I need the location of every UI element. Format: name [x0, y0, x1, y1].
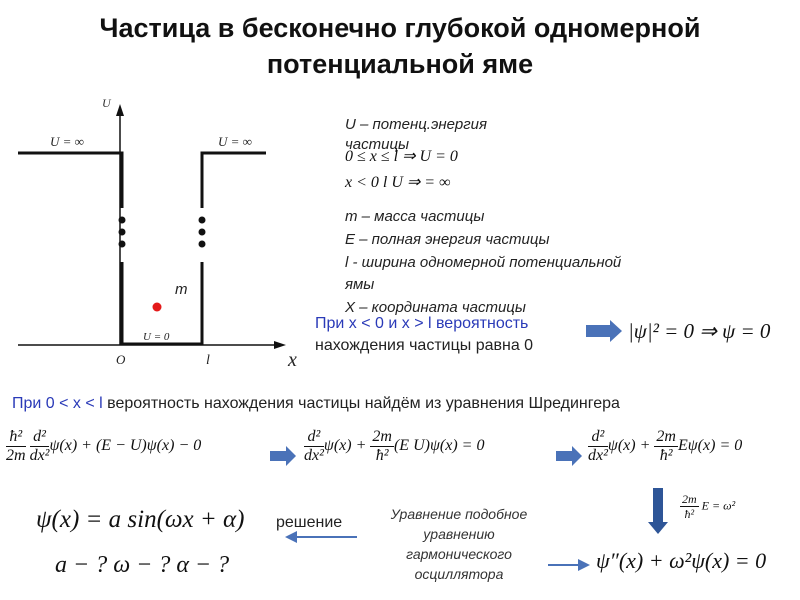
ellipsis-dot — [199, 241, 206, 248]
schrodinger-equation-rearranged — [304, 428, 484, 465]
unknowns-equation: a − ? ω − ? α − ? — [55, 552, 230, 578]
eq3-mid: ψ(x) + — [607, 437, 651, 455]
eq3-hbar2: ħ² — [659, 447, 673, 464]
arrow-right-icon — [270, 446, 298, 466]
eq3-d2: d² — [588, 428, 608, 447]
eq2-mid: ψ(x) + — [323, 437, 367, 455]
eq3-two-m: 2m — [656, 428, 676, 445]
eq2-rest: (E U)ψ(x) = 0 — [393, 437, 485, 455]
u-inf-left-label: U = ∞ — [50, 134, 84, 149]
oscillator-note-line: Уравнение подобное — [390, 506, 528, 522]
u-axis-label: U — [102, 96, 111, 110]
omega-hbar2: ħ² — [684, 507, 695, 521]
eq2-two-m: 2m — [372, 428, 392, 445]
x-axis-arrow — [274, 341, 286, 349]
arrow-down-icon — [648, 488, 668, 536]
condition-outside-well: x < 0 l U ⇒ = ∞ — [345, 174, 451, 191]
ellipsis-dot — [119, 217, 126, 224]
width-definition-line-2: ямы — [345, 276, 375, 293]
left-wall — [18, 153, 122, 208]
inside-probability-text — [12, 395, 620, 413]
solution-equation: ψ(x) = a sin(ωx + α) — [36, 506, 245, 533]
ellipsis-dot — [119, 229, 126, 236]
u-zero-label: U = 0 — [143, 331, 170, 343]
title-line-2: потенциальной яме — [266, 49, 534, 79]
eq2-d2: d² — [304, 428, 324, 447]
omega-definition — [680, 492, 735, 521]
oscillator-note — [364, 504, 554, 584]
arrow-right-icon — [586, 320, 624, 342]
inside-text-l: l — [99, 395, 103, 412]
mass-definition: m – масса частицы — [345, 208, 485, 225]
width-definition-line-1: l - ширина одномерной потенциальной — [345, 254, 622, 271]
arrow-left-icon — [285, 530, 357, 544]
u-inf-right-label: U = ∞ — [218, 134, 252, 149]
schrodinger-equation-general — [6, 428, 201, 465]
origin-label: O — [116, 352, 126, 367]
outside-wavefunction-formula: |ψ|² = 0 ⇒ ψ = 0 — [628, 319, 771, 343]
solution-label: решение — [276, 514, 343, 531]
ellipsis-dot — [199, 229, 206, 236]
eq3-rest: Eψ(x) = 0 — [677, 437, 743, 455]
inside-text-part-1: При 0 < x < — [12, 395, 100, 412]
u-definition-line-1: U – потенц.энергия — [345, 116, 488, 133]
outside-probability-line-1: При x < 0 и x > l вероятность — [315, 315, 529, 332]
oscillator-note-line: осциллятора — [414, 566, 504, 582]
ellipsis-dot — [119, 241, 126, 248]
right-wall — [202, 153, 266, 208]
oscillator-note-line: гармонического — [406, 546, 512, 562]
x-axis-label: x — [288, 349, 297, 371]
particle-dot — [153, 303, 162, 312]
u-axis-arrow — [116, 104, 124, 116]
particle-mass-label: m — [175, 281, 188, 298]
oscillator-equation: ψ″(x) + ω²ψ(x) = 0 — [596, 548, 767, 573]
inside-text-part-2: вероятность нахождения частицы найдём из уравнения Шредингера — [102, 395, 620, 412]
l-label: l — [206, 353, 210, 368]
eq1-dx2: dx² — [29, 447, 50, 464]
coordinate-definition: X – координата частицы — [345, 299, 526, 316]
eq2-hbar2: ħ² — [375, 447, 389, 464]
eq1-d2: d² — [30, 428, 50, 447]
eq2-dx2: dx² — [304, 447, 324, 464]
energy-definition: E – полная энергия частицы — [345, 231, 550, 248]
omega-two-m: 2m — [682, 492, 697, 506]
arrow-right-icon — [556, 446, 584, 466]
eq1-hbar2: ħ² — [6, 428, 26, 447]
oscillator-note-line: уравнению — [423, 526, 495, 542]
outside-probability-line-2: нахождения частицы равна 0 — [315, 337, 534, 354]
u-definition-line-2: частицы — [345, 136, 410, 153]
condition-inside-well: 0 ≤ x ≤ l ⇒ U = 0 — [345, 148, 458, 165]
title-line-1: Частица в бесконечно глубокой одномерной — [99, 13, 701, 43]
eq3-dx2: dx² — [588, 447, 608, 464]
omega-rest: E = ω² — [701, 498, 736, 513]
arrow-right-icon — [548, 558, 590, 572]
eq1-two-m: 2m — [6, 447, 26, 464]
eq1-rest: ψ(x) + (E − U)ψ(x) − 0 — [49, 437, 202, 455]
schrodinger-equation-inside — [588, 428, 742, 465]
ellipsis-dot — [199, 217, 206, 224]
